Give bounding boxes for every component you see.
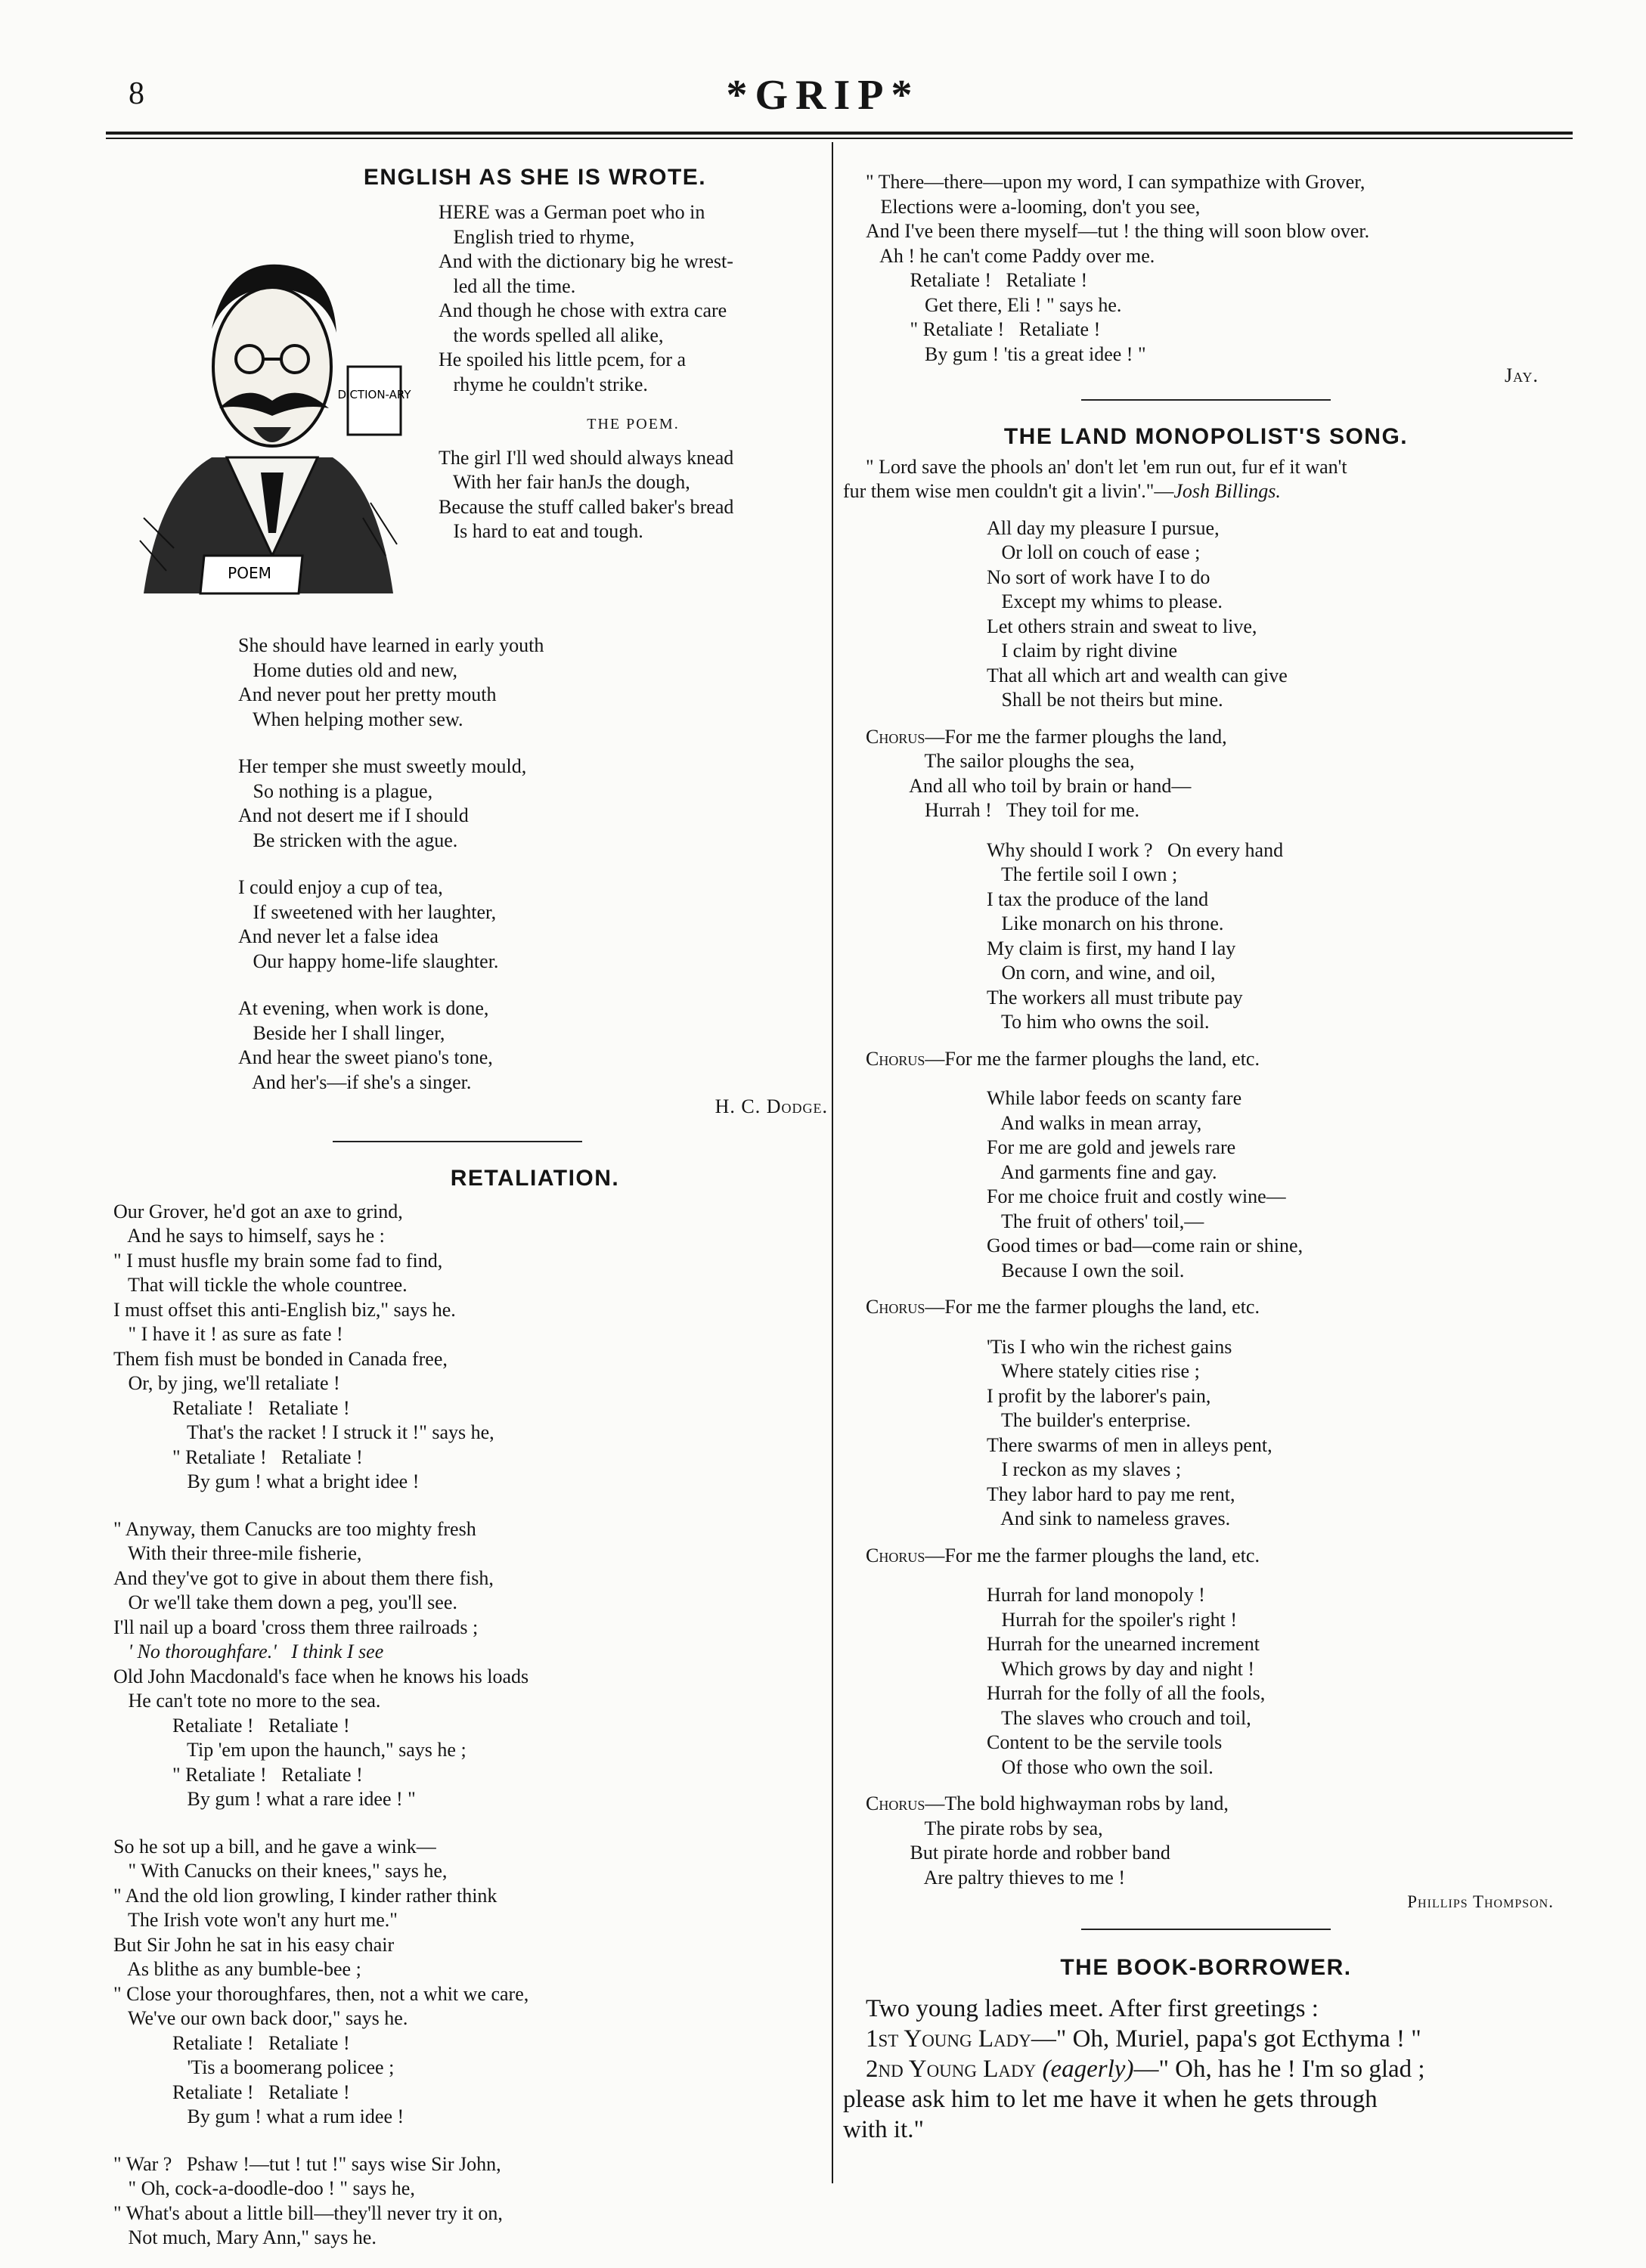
masthead bbox=[0, 72, 1646, 121]
retaliation-stanza: " War ? Pshaw !—tut ! tut !" says wise Sir John, " Oh, cock-a-doodle-doo ! " says he, " What's about a little bill—they'll never try it on, Not much, Mary Ann," says he. bbox=[113, 2152, 503, 2248]
poem-first-stanza: The girl I'll wed should always knead With her fair hanJs the dough, Because the stuff called baker's bread Is hard to eat and tough. bbox=[439, 446, 734, 542]
song-chorus-short: Chorus—For me the farmer ploughs the land, etc. bbox=[866, 1544, 1260, 1566]
author-signature: H. C. Dodge. bbox=[715, 1095, 828, 1117]
paper-label: POEM bbox=[228, 564, 271, 582]
header-rule-bottom bbox=[106, 138, 1573, 139]
article-title: ENGLISH AS SHE IS WROTE. bbox=[363, 165, 707, 190]
retaliation-poem bbox=[113, 1200, 828, 2251]
song-verse: All day my pleasure I pursue, Or loll on couch of ease ; No sort of work have I to do Except my whims to please. Let others strain and sweat to live, I claim by right divine That all which art and wealth can give Shall be not theirs but mine. bbox=[987, 516, 1288, 711]
section-separator bbox=[1081, 1929, 1331, 1930]
article-title: THE BOOK-BORROWER. bbox=[1060, 1954, 1352, 1980]
left-column bbox=[113, 163, 828, 2251]
poet-cartoon-illustration bbox=[113, 200, 431, 612]
author-signature: Phillips Thompson. bbox=[1407, 1892, 1554, 1911]
retaliation-continued: " There—there—upon my word, I can sympathize with Grover, Elections were a-looming, don't you see, And I've been there myself—tut ! the thing will soon blow over. Ah ! he can't come Paddy over me. Retaliate ! Retaliate ! Get there, Eli ! " says he. " Retaliate ! Retaliate ! By gum ! 'tis a great idee ! " bbox=[866, 171, 1370, 365]
poem-stanza: At evening, when work is done, Beside her I shall linger, And hear the sweet piano's tone, And her's—if she's a singer. bbox=[238, 997, 493, 1093]
monopolist-epigraph: " Lord save the phools an' don't let 'em run out, fur ef it wan't fur them wise men couldn't git a livin'."—Josh Billings. bbox=[843, 455, 1347, 502]
song-chorus-short: Chorus—For me the farmer ploughs the land, etc. bbox=[866, 1047, 1260, 1070]
article-title: RETALIATION. bbox=[450, 1165, 620, 1191]
song-chorus: Chorus—For me the farmer ploughs the land, The sailor ploughs the sea, And all who toil by brain or hand— Hurrah ! They toil for me. bbox=[866, 725, 1227, 821]
poem-stanza: Her temper she must sweetly mould, So nothing is a plague, And not desert me if I should Be stricken with the ague. bbox=[238, 755, 527, 851]
header-rule-top bbox=[106, 132, 1573, 135]
section-separator bbox=[1081, 399, 1331, 401]
english-intro-stanza: HERE was a German poet who in English tried to rhyme, And with the dictionary big he wrest- led all the time. And though he chose with extra care the words spelled all alike, He spoiled his little pcem, for a rhyme he couldn't strike. bbox=[439, 201, 733, 395]
section-separator bbox=[333, 1141, 582, 1142]
poem-stanzas bbox=[113, 634, 828, 1120]
poem-stanza: She should have learned in early youth Home duties old and new, And never pout her pretty mouth When helping mother sew. bbox=[238, 634, 544, 730]
author-signature: Jay. bbox=[1505, 364, 1539, 386]
english-intro-block bbox=[113, 200, 828, 612]
page-number: 8 bbox=[129, 76, 144, 111]
poem-label: THE POEM. bbox=[587, 416, 680, 432]
right-column bbox=[843, 170, 1569, 2145]
song-verse: Hurrah for land monopoly ! Hurrah for the spoiler's right ! Hurrah for the unearned increment Which grows by day and night ! Hurrah for the folly of all the fools, The slaves who crouch and toil, Content to be the servile tools Of those who own the soil. bbox=[987, 1584, 1266, 1778]
retaliation-stanza: So he sot up a bill, and he gave a wink— " With Canucks on their knees," says he, " And the old lion growling, I kinder rather think The Irish vote won't any hurt me." But Sir John he sat in his easy chair As blithe as any bumble-bee ; " Close your thoroughfares, then, not a whit we care, We've our own back door," says he. Retaliate ! Retaliate ! 'Tis a boomerang policee ; Retaliate ! Retaliate ! By gum ! what a rum idee ! bbox=[113, 1835, 529, 2127]
retaliation-stanza: Our Grover, he'd got an axe to grind, And he says to himself, says he : " I must husfle my brain some fad to find, That will tickle the whole countree. I must offset this anti-English biz," says he. " I have it ! as sure as fate ! Them fish must be bonded in Canada free, Or, by jing, we'll retaliate ! Retaliate ! Retaliate ! That's the racket ! I struck it !" says he, " Retaliate ! Retaliate ! By gum ! what a bright idee ! bbox=[113, 1200, 494, 1492]
book-borrower-text: Two young ladies meet. After first greetings : 1st Young Lady—" Oh, Muriel, papa's got Ecthyma ! " 2nd Young Lady (eagerly)—" Oh, has he ! I'm so glad ; please ask him to let me have it when he gets through with it." bbox=[843, 1994, 1425, 2143]
song-verse: Why should I work ? On every hand The fertile soil I own ; I tax the produce of the land Like monarch on his throne. My claim is first, my hand I lay On corn, and wine, and oil, The workers all must tribute pay To him who owns the soil. bbox=[987, 838, 1284, 1033]
magazine-title: *GRIP* bbox=[726, 72, 920, 119]
poem-stanza: I could enjoy a cup of tea, If sweetened with her laughter, And never let a false idea Our happy home-life slaughter. bbox=[238, 876, 499, 972]
song-chorus-short: Chorus—For me the farmer ploughs the land, etc. bbox=[866, 1296, 1260, 1318]
column-divider bbox=[832, 142, 833, 2183]
retaliation-stanza: " Anyway, them Canucks are too mighty fresh With their three-mile fisherie, And they've got to give in about them there fish, Or we'll take them down a peg, you'll see. I'll nail up a board 'cross them three railroads ; ' No thoroughfare.' I think I see Old John Macdonald's face when he knows his loads He can't tote no more to the sea. Retaliate ! Retaliate ! Tip 'em upon the haunch," says he ; " Retaliate ! Retaliate ! By gum ! what a rare idee ! " bbox=[113, 1517, 529, 1810]
epigraph-source: Josh Billings. bbox=[1173, 480, 1281, 502]
song-verse: 'Tis I who win the richest gains Where stately cities rise ; I profit by the laborer's pain, The builder's enterprise. There swarms of men in alleys pent, I reckon as my slaves ; They labor hard to pay me rent, And sink to nameless graves. bbox=[987, 1335, 1272, 1529]
song-verse: While labor feeds on scanty fare And walks in mean array, For me are gold and jewels rare And garments fine and gay. For me choice fruit and costly wine— The fruit of others' toil,— Good times or bad—come rain or shine, Because I own the soil. bbox=[987, 1087, 1303, 1281]
monopolist-song bbox=[843, 516, 1569, 1915]
book-label: DICTION-ARY bbox=[337, 388, 411, 401]
song-chorus: Chorus—The bold highwayman robs by land, The pirate robs by sea, But pirate horde and robber band Are paltry thieves to me ! bbox=[866, 1792, 1229, 1888]
article-title: THE LAND MONOPOLIST'S SONG. bbox=[1003, 423, 1409, 449]
